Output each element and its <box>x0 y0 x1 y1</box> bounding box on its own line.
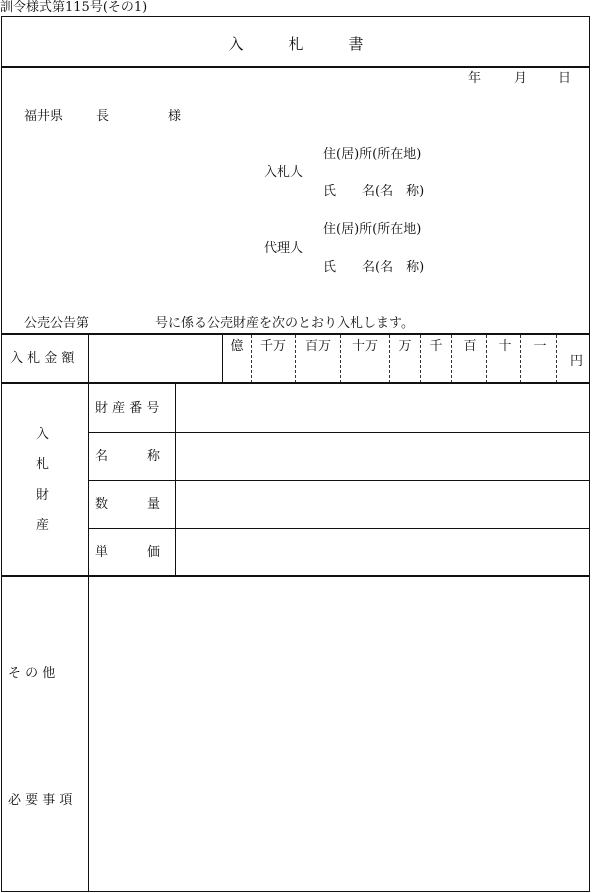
amount-unit-ichi: 一 <box>533 339 547 354</box>
statement-suffix: 号に係る公売財産を次のとおり入札します。 <box>155 316 414 331</box>
property-number-label: 財 産 番 号 <box>95 401 160 416</box>
other-label: そ の 他 <box>8 666 56 681</box>
form-id: 訓令様式第115号(その1) <box>0 0 148 15</box>
property-quantity-field[interactable] <box>176 481 589 528</box>
amount-unit-yen: 円 <box>570 354 584 369</box>
property-name-label: 名 称 <box>95 449 161 464</box>
amount-unit-juman: 十万 <box>351 339 378 354</box>
amount-unit-oku: 億 <box>230 339 244 354</box>
agent-address-label: 住(居)所(所在地) <box>323 222 422 237</box>
addressee-honorific: 様 <box>168 109 182 124</box>
property-label-char-2: 札 <box>36 457 50 472</box>
property-label-char-4: 産 <box>36 518 50 533</box>
statement-prefix: 公売公告第 <box>24 316 90 331</box>
bidder-label: 入札人 <box>264 165 304 180</box>
agent-name-label: 氏 名(名 称) <box>323 260 425 275</box>
amount-unit-sen: 千 <box>429 339 443 354</box>
other-notes-field[interactable] <box>89 577 589 891</box>
date-day-label: 日 <box>558 71 572 86</box>
amount-unit-hyakuman: 百万 <box>304 339 331 354</box>
amount-unit-man: 万 <box>398 339 412 354</box>
addressee-title: 長 <box>96 109 110 124</box>
amount-unit-ju: 十 <box>498 339 512 354</box>
property-number-field[interactable] <box>176 384 589 432</box>
property-label-char-3: 財 <box>36 488 50 503</box>
amount-unit-hyaku: 百 <box>463 339 477 354</box>
addressee-name: 福井県 <box>24 109 64 124</box>
date-year-label: 年 <box>468 71 482 86</box>
amount-unit-senman: 千万 <box>259 339 286 354</box>
form-title: 入 札 書 <box>228 35 364 53</box>
amount-label: 入 札 金 額 <box>10 351 75 366</box>
date-month-label: 月 <box>514 71 528 86</box>
property-unit-price-label: 単 価 <box>95 545 161 560</box>
property-unit-price-field[interactable] <box>176 529 589 575</box>
property-label-char-1: 入 <box>36 427 50 442</box>
property-name-field[interactable] <box>176 433 589 480</box>
required-items-label: 必 要 事 項 <box>8 793 73 808</box>
bidder-address-label: 住(居)所(所在地) <box>323 147 422 162</box>
property-quantity-label: 数 量 <box>95 497 161 512</box>
agent-label: 代理人 <box>264 241 304 256</box>
bidder-name-label: 氏 名(名 称) <box>323 184 425 199</box>
